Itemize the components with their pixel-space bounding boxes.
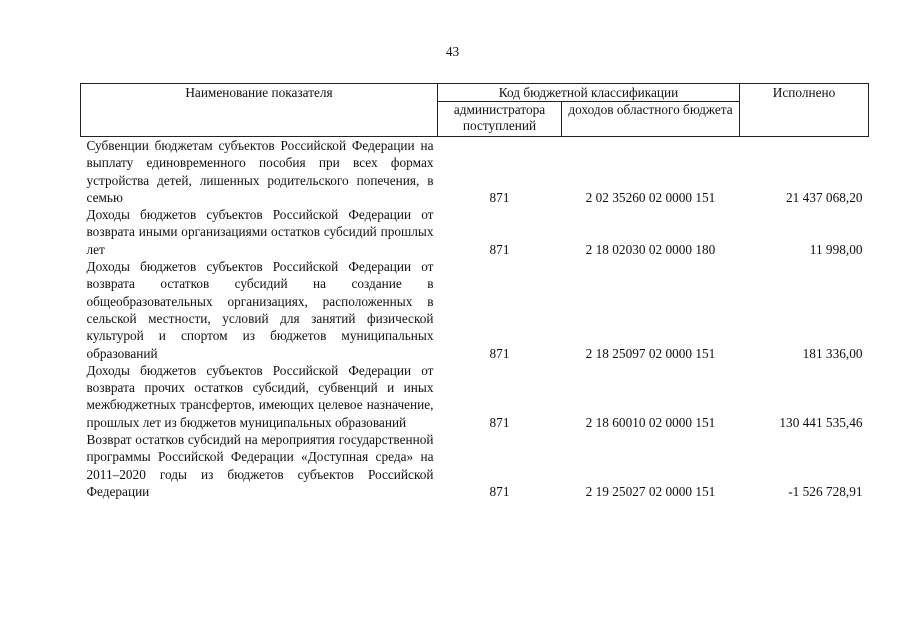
row-name: Субвенции бюджетам субъектов Российской Федерации на выплату единовременного пособия при всех формах устройства детей, лишенных родительского попечения, в семью <box>86 138 434 205</box>
row-name: Возврат остатков субсидий на мероприятия государственной программы Российской Федерации «Доступная среда» на 2011–2020 годы из бюджетов субъектов Российской Федерации <box>86 432 434 499</box>
table-row <box>81 137 869 207</box>
row-income-code: 2 18 02030 02 0000 180 <box>585 241 716 257</box>
row-amount: -1 526 728,91 <box>788 483 863 499</box>
row-name: Доходы бюджетов субъектов Российской Федерации от возврата иными организациями остатков субсидий прошлых лет <box>86 207 434 257</box>
row-income-code: 2 18 60010 02 0000 151 <box>585 414 716 430</box>
row-admin-code: 871 <box>489 483 510 499</box>
header-regional-income: доходов областного бюджета <box>562 102 740 137</box>
row-admin-code: 871 <box>489 241 510 257</box>
row-income-code: 2 19 25027 02 0000 151 <box>585 483 716 499</box>
row-amount: 21 437 068,20 <box>786 189 863 205</box>
header-administrator: администратора поступлений <box>438 102 562 137</box>
header-classification-code: Код бюджетной классификации <box>438 84 740 102</box>
row-income-code: 2 02 35260 02 0000 151 <box>585 189 716 205</box>
row-admin-code: 871 <box>489 345 510 361</box>
row-amount: 130 441 535,46 <box>779 414 863 430</box>
table-row <box>81 362 869 431</box>
table-row <box>81 431 869 500</box>
row-amount: 181 336,00 <box>802 345 863 361</box>
row-amount: 11 998,00 <box>809 241 863 257</box>
row-income-code: 2 18 25097 02 0000 151 <box>585 345 716 361</box>
header-executed: Исполнено <box>740 84 869 137</box>
row-name: Доходы бюджетов субъектов Российской Федерации от возврата остатков субсидий на создание в общеобразовательных организациях, расположенных в сельской местности, условий для занятий физической культурой и спортом из бюджетов муниципальных образований <box>86 259 434 361</box>
table-row <box>81 206 869 258</box>
header-indicator-name: Наименование показателя <box>81 84 438 137</box>
page-number: 43 <box>445 44 460 59</box>
table-header-row <box>81 84 869 102</box>
row-name: Доходы бюджетов субъектов Российской Федерации от возврата прочих остатков субсидий, субвенций и иных межбюджетных трансфертов, имеющих целевое назначение, прошлых лет из бюджетов муниципальных образований <box>86 362 434 430</box>
table-row <box>81 258 869 362</box>
budget-table <box>80 83 869 500</box>
row-admin-code: 871 <box>489 414 510 430</box>
row-admin-code: 871 <box>489 189 510 205</box>
